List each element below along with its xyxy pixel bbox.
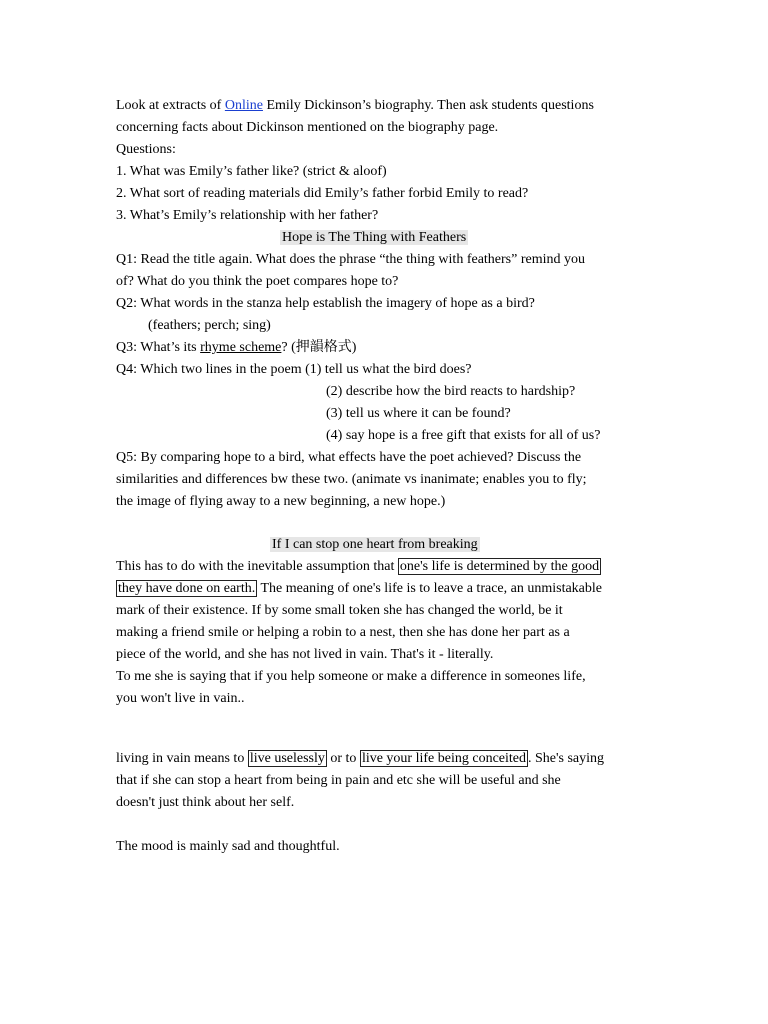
boxed-phrase: live your life being conceited [361,751,526,766]
poem2-title-text: If I can stop one heart from breaking [272,537,478,552]
poem1-q1-line1: Q1: Read the title again. What does the phrase “the thing with feathers” remind you [116,252,585,267]
poem1-q4-line2: (2) describe how the bird reacts to hardship? [326,384,576,399]
poem1-q5-line1: Q5: By comparing hope to a bird, what effects have the poet achieved? Discuss the [116,450,582,465]
poem2-p1-line4: making a friend smile or helping a robin to a nest, then she has done her part as a [116,625,570,640]
poem1-q2-line2: (feathers; perch; sing) [148,318,271,333]
poem2-p3-line3: doesn't just think about her self. [116,795,295,810]
boxed-phrase: one's life is determined by the good [399,559,600,574]
p3-text: living in vain means to [116,751,248,766]
poem1-q5-line2: similarities and differences bw these two. (animate vs inanimate; enables you to fly; [116,472,587,487]
intro-line-2: concerning facts about Dickinson mentioned on the biography page. [116,120,499,135]
poem1-q4-line4: (4) say hope is a free gift that exists for all of us? [326,428,601,443]
p3-text: . She's saying [528,751,605,766]
poem1-q3 [116,338,356,358]
intro-text: Look at extracts of [116,98,225,113]
p1-text: This has to do with the inevitable assumption that [116,559,398,574]
poem1-q2-line1: Q2: What words in the stanza help establish the imagery of hope as a bird? [116,296,535,311]
poem1-q4-line1: Q4: Which two lines in the poem (1) tell us what the bird does? [116,362,472,377]
poem2-p3-line2: that if she can stop a heart from being in pain and etc she will be useful and she [116,773,561,788]
poem2-p1-line1 [116,557,601,577]
q3-text: ? (押韻格式) [281,340,357,355]
q3-text: Q3: What’s its [116,340,201,355]
poem2-p1-line3: mark of their existence. If by some small token she has changed the world, be it [116,603,563,618]
p3-text: or to [326,751,360,766]
mood-line: The mood is mainly sad and thoughtful. [116,839,340,854]
rhyme-scheme-term: rhyme scheme [200,340,282,355]
poem1-title-text: Hope is The Thing with Feathers [282,230,467,245]
intro-text: Emily Dickinson’s biography. Then ask students questions [262,98,594,113]
boxed-phrase: live uselessly [249,751,325,766]
poem1-q1-line2: of? What do you think the poet compares hope to? [116,274,399,289]
poem2-title [270,535,480,555]
p1-text: The meaning of one's life is to leave a trace, an unmistakable [257,581,602,596]
poem1-q4-line3: (3) tell us where it can be found? [326,406,511,421]
poem2-p3-line1 [116,749,604,769]
question-2: 2. What sort of reading materials did Emily’s father forbid Emily to read? [116,186,529,201]
poem2-p1-line5: piece of the world, and she has not lived in vain. That's it - literally. [116,647,494,662]
boxed-phrase: they have done on earth. [118,581,256,596]
poem2-p2-line1: To me she is saying that if you help someone or make a difference in someones life, [116,669,586,684]
poem1-title [280,228,468,248]
questions-label: Questions: [116,142,176,157]
poem2-p2-line2: you won't live in vain.. [116,691,245,706]
poem2-p1-line2 [116,579,602,599]
question-1: 1. What was Emily’s father like? (strict & aloof) [116,164,387,179]
online-link[interactable]: Online [224,98,263,113]
question-3: 3. What’s Emily’s relationship with her father? [116,208,379,223]
poem1-q5-line3: the image of flying away to a new beginning, a new hope.) [116,494,446,509]
intro-line-1 [116,96,594,116]
